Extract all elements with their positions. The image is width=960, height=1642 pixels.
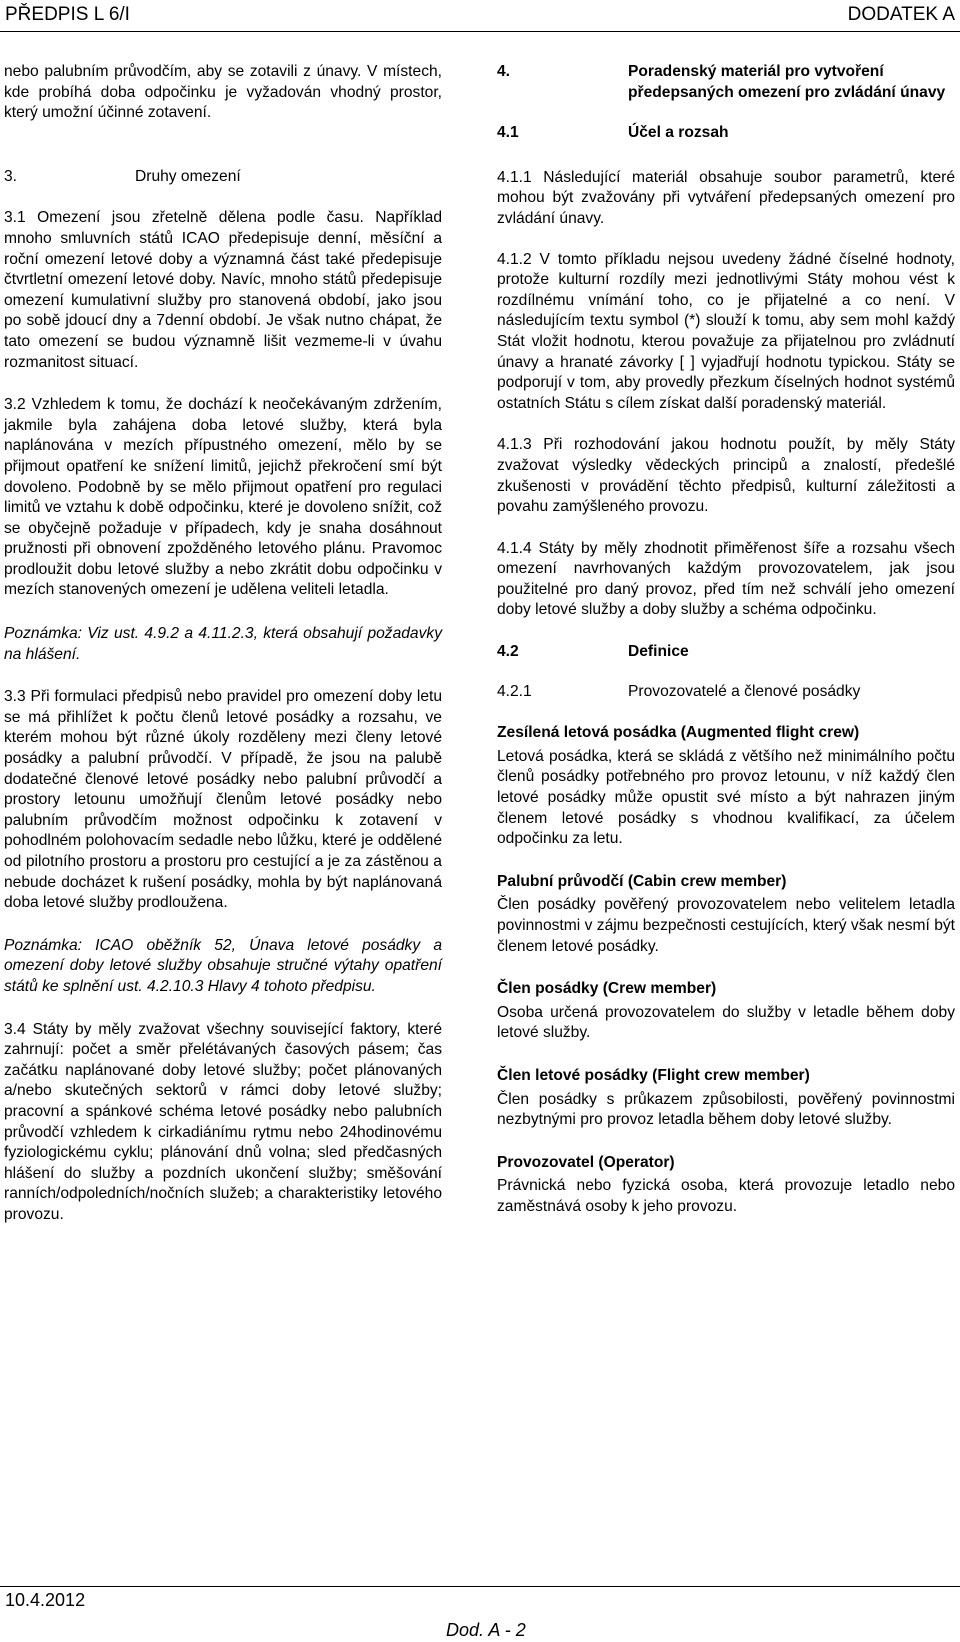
footer-page-number: Dod. A - 2 bbox=[446, 1620, 526, 1640]
paragraph-3-4: 3.4 Státy by měly zvažovat všechny související faktory, které zahrnují: počet a směr přelétávaných časových pásem; čas začátku naplánované doby letové služby; počet plánovaných a/nebo skutečných sektorů v rámci doby letové služby; pracovní a spánkové schéma letové posádky nebo palubních průvodčí vzhledem k cirkadiánímu rytmu nebo 24hodinovému fyziologickému cyklu; plánování dnů volna; sled předčasných hlášení do služby a pozdních ukončení služby; směšování ranních/odpoledních/nočních služeb; a charakteristiky letového provozu. bbox=[4, 1020, 442, 1223]
section-title: Účel a rozsah bbox=[628, 124, 729, 142]
definition-term: Provozovatel (Operator) bbox=[497, 1153, 675, 1171]
section-title: Definice bbox=[628, 643, 689, 661]
paragraph-4-1-3: 4.1.3 Při rozhodování jakou hodnotu použít, by měly Státy zvažovat výsledky vědeckých principů a znalostí, předešlé zkušenosti v provádění těchto předpisů, kulturní záležitosti a povahu zamýšleného provozu. bbox=[497, 436, 955, 516]
header-rule bbox=[0, 31, 960, 32]
definition-text: Právnická nebo fyzická osoba, která provozuje letadlo nebo zaměstnává osoby k jeho provozu. bbox=[497, 1177, 955, 1215]
section-heading-4 bbox=[497, 62, 955, 103]
section-number: 4.2.1 bbox=[497, 682, 532, 700]
definition-text: Člen posádky s průkazem způsobilosti, pověřený povinnostmi nezbytnými pro provoz letadla během doby letové služby. bbox=[497, 1090, 955, 1129]
paragraph-4-1-1: 4.1.1 Následující materiál obsahuje soubor parametrů, které mohou být zvažovány při vytváření předepsaných omezení pro zvládání únavy. bbox=[497, 168, 955, 227]
definition-text: Člen posádky pověřený provozovatelem nebo velitelem letadla povinnostmi v zájmu bezpečnosti cestujících, který však nesmí být členem letové posádky. bbox=[497, 896, 955, 955]
right-column bbox=[497, 62, 955, 1218]
section-title: Poradenský materiál pro vytvoření předepsaných omezení pro zvládání únavy bbox=[628, 63, 946, 101]
section-heading-4-2 bbox=[497, 642, 955, 663]
paragraph-3-2: 3.2 Vzhledem k tomu, že dochází k neočekávaným zdržením, jakmile byla zahájena doba letové služby, která byla naplánována v mezích přípustného omezení, mělo by se přijmout opatření ke snížení limitů, jejichž překročení smí být dovoleno. Podobně by se mělo přijmout opatření pro regulaci limitů ve vztahu k době odpočinku, které je dovoleno snížit, což se obyčejně požaduje v případech, kdy je snaha dosáhnout pružnosti při obnovení zpožděného letového plánu. Pravomoc prodloužit dobu letové služby a nebo zkrátit dobu odpočinku v mezích stanovených omezení je udělena veliteli letadla. bbox=[4, 396, 442, 599]
section-heading-4-2-1 bbox=[497, 682, 955, 703]
paragraph-3-3: 3.3 Při formulaci předpisů nebo pravidel pro omezení doby letu se má přihlížet k počtu členů letové posádky a rozsahu, ve kterém mohou být různé úkoly rozděleny mezi členy letové posádky a palubní průvodčí. V případě, že jsou na palubě dodatečné členové letové posádky nebo palubní průvodčí a prostory letounu umožňují členům letové posádky nebo palubním průvodčím možnost odpočinku k zotavení v pohodlném polohovacím sedadle nebo lůžku, které je oddělené od pilotního prostoru a prostoru pro cestující a je za zástěnou a nebude docházet k rušení posádky, mohla by být naplánovaná doba letové služby prodloužena. bbox=[4, 688, 442, 912]
paragraph-3-1: 3.1 Omezení jsou zřetelně dělena podle času. Například mnoho smluvních států ICAO předepisuje denní, měsíční a roční omezení letové doby a významná část také předepisuje čtvrtletní omezení letové doby. Navíc, mnoho států předepisuje omezení kumulativní služby pro stanovená období, jako jsou po sobě jdoucí dny a 7denní období. Je však nutno chápat, že tato omezení se budou významně lišit vezmeme-li v úvahu rozmanitost situací. bbox=[4, 209, 442, 371]
section-number: 4.2 bbox=[497, 643, 519, 661]
section-number: 3. bbox=[4, 167, 18, 185]
header-document-name: PŘEDPIS L 6/I bbox=[5, 4, 130, 25]
section-number: 4.1 bbox=[497, 124, 519, 142]
definition-term: Člen posádky (Crew member) bbox=[497, 980, 717, 998]
footer-date: 10.4.2012 bbox=[5, 1590, 86, 1610]
paragraph-4-1-2: 4.1.2 V tomto příkladu nejsou uvedeny žádné číselné hodnoty, protože kulturní rozdíly mezi jednotlivými Státy mohou vést k rozdílnému vnímání toho, co je přijatelné a co není. V následujícím textu symbol (*) slouží k tomu, aby sem mohl každý Stát vložit hodnotu, kterou považuje za přijatelnou pro zvládnutí únavy a hranaté závorky [ ] vyjadřují hodnotu typickou. Státy se podporují v tom, aby provedly přezkum číselných hodnot systémů ostatních Státu s cílem získat další poradenský materiál. bbox=[497, 250, 955, 412]
note-1: Poznámka: Viz ust. 4.9.2 a 4.11.2.3, která obsahují požadavky na hlášení. bbox=[4, 625, 442, 663]
page-header bbox=[0, 4, 960, 34]
definition-term: Palubní průvodčí (Cabin crew member) bbox=[497, 872, 787, 890]
definition-text: Osoba určená provozovatelem do služby v letadle během doby letové služby. bbox=[497, 1003, 955, 1042]
paragraph-intro: nebo palubním průvodčím, aby se zotavili z únavy. V místech, kde probíhá doba odpočinku je vyžadován vhodný prostor, který umožní účinné zotavení. bbox=[4, 63, 442, 122]
section-number: 4. bbox=[497, 63, 511, 80]
definition-term: Zesílená letová posádka (Augmented flight crew) bbox=[497, 724, 860, 742]
section-heading-3 bbox=[4, 167, 442, 188]
section-title: Druhy omezení bbox=[135, 167, 241, 185]
footer-rule bbox=[0, 1586, 960, 1587]
definition-text: Letová posádka, která se skládá z většího než minimálního počtu členů posádky potřebného pro provoz letounu, v níž každý člen letové posádky může opustit své místo a být nahrazen jiným členem letové posádky s vhodnou kvalifikací, za účelem odpočinku za letu. bbox=[497, 747, 955, 848]
left-column bbox=[4, 62, 442, 1226]
paragraph-4-1-4: 4.1.4 Státy by měly zhodnotit přiměřenost šíře a rozsahu všech omezení navrhovaných každým provozovatelem, jak jsou použitelné pro daný provoz, před tím než schválí jeho omezení doby letové služby a doby služby a schéma odpočinku. bbox=[497, 539, 955, 619]
section-title: Provozovatelé a členové posádky bbox=[628, 682, 861, 700]
definition-term: Člen letové posádky (Flight crew member) bbox=[497, 1066, 810, 1084]
section-heading-4-1 bbox=[497, 123, 955, 144]
note-2: Poznámka: ICAO oběžník 52, Únava letové posádky a omezení doby letové služby obsahuje stručné výtahy opatření států ke splnění ust. 4.2.10.3 Hlavy 4 tohoto předpisu. bbox=[4, 936, 442, 995]
header-appendix-name: DODATEK A bbox=[847, 4, 955, 25]
